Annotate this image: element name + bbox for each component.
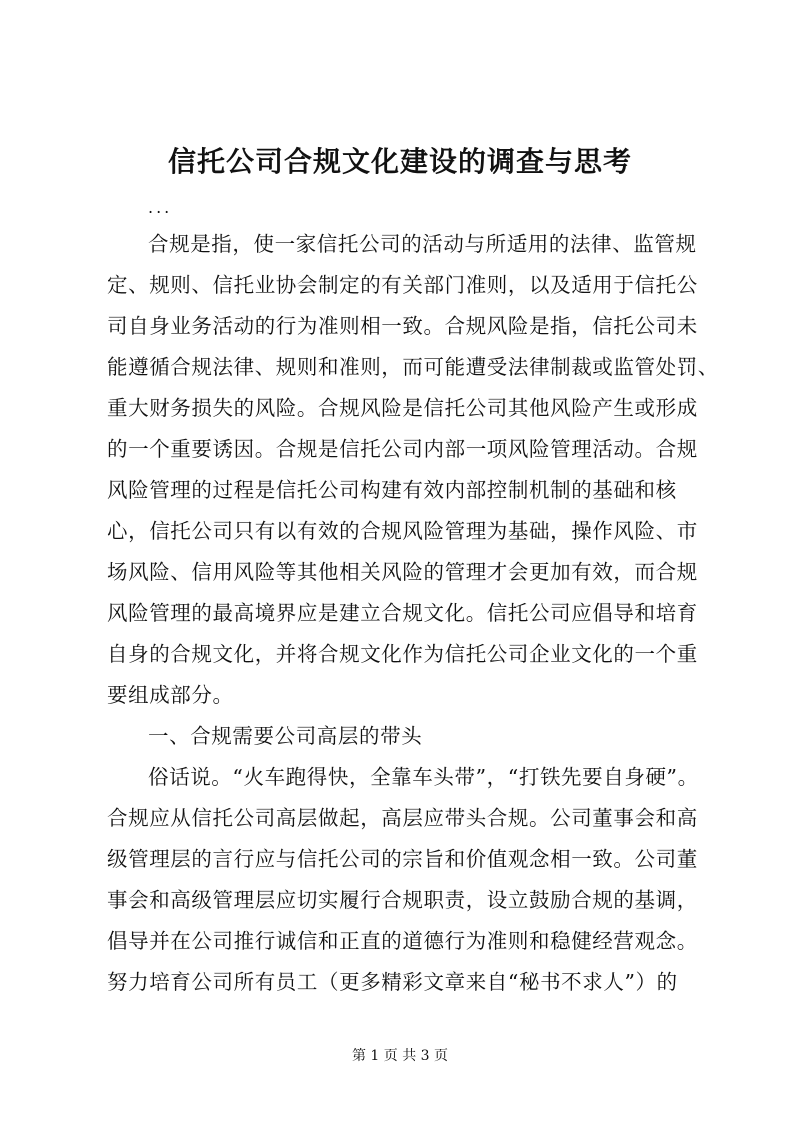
paragraph-line: 司自身业务活动的行为准则相一致。合规风险是指，信托公司未: [107, 314, 698, 338]
paragraph-line: 级管理层的言行应与信托公司的宗旨和价值观念相一致。公司董: [107, 847, 698, 871]
paragraph-line: 风险管理的最高境界应是建立合规文化。信托公司应倡导和培育: [107, 601, 698, 625]
paragraph-line: 能遵循合规法律、规则和准则，而可能遭受法律制裁或监管处罚、: [107, 355, 719, 379]
paragraph-line: 定、规则、信托业协会制定的有关部门准则，以及适用于信托公: [107, 273, 698, 297]
paragraph-line: 的一个重要诱因。合规是信托公司内部一项风险管理活动。合规: [107, 437, 698, 461]
paragraph-line: 合规应从信托公司高层做起，高层应带头合规。公司董事会和高: [107, 806, 698, 830]
paragraph-line: 合规是指，使一家信托公司的活动与所适用的法律、监管规: [148, 232, 697, 256]
paragraph-line: 重大财务损失的风险。合规风险是信托公司其他风险产生或形成: [107, 396, 698, 420]
paragraph-line: 俗话说。“火车跑得快，全靠车头带”，“打铁先要自身硬”。: [148, 765, 699, 789]
section-heading: 一、合规需要公司高层的带头: [148, 724, 423, 748]
document-title: 信托公司合规文化建设的调查与思考: [167, 145, 632, 178]
paragraph-line: 努力培育公司所有员工（更多精彩文章来自“秘书不求人”）的: [107, 970, 678, 994]
paragraph-line: 倡导并在公司推行诚信和正直的道德行为准则和稳健经营观念。: [107, 929, 698, 953]
paragraph-line: 事会和高级管理层应切实履行合规职责，设立鼓励合规的基调，: [107, 888, 698, 912]
page-number-footer: 第 1 页 共 3 页: [351, 1048, 449, 1064]
paragraph-line: 场风险、信用风险等其他相关风险的管理才会更加有效，而合规: [107, 560, 698, 584]
paragraph-line: 风险管理的过程是信托公司构建有效内部控制机制的基础和核: [107, 478, 677, 502]
ellipsis-marker: ...: [148, 198, 173, 217]
paragraph-line: 心，信托公司只有以有效的合规风险管理为基础，操作风险、市: [107, 519, 698, 543]
paragraph-line: 要组成部分。: [107, 683, 234, 707]
paragraph-line: 自身的合规文化，并将合规文化作为信托公司企业文化的一个重: [107, 642, 698, 666]
